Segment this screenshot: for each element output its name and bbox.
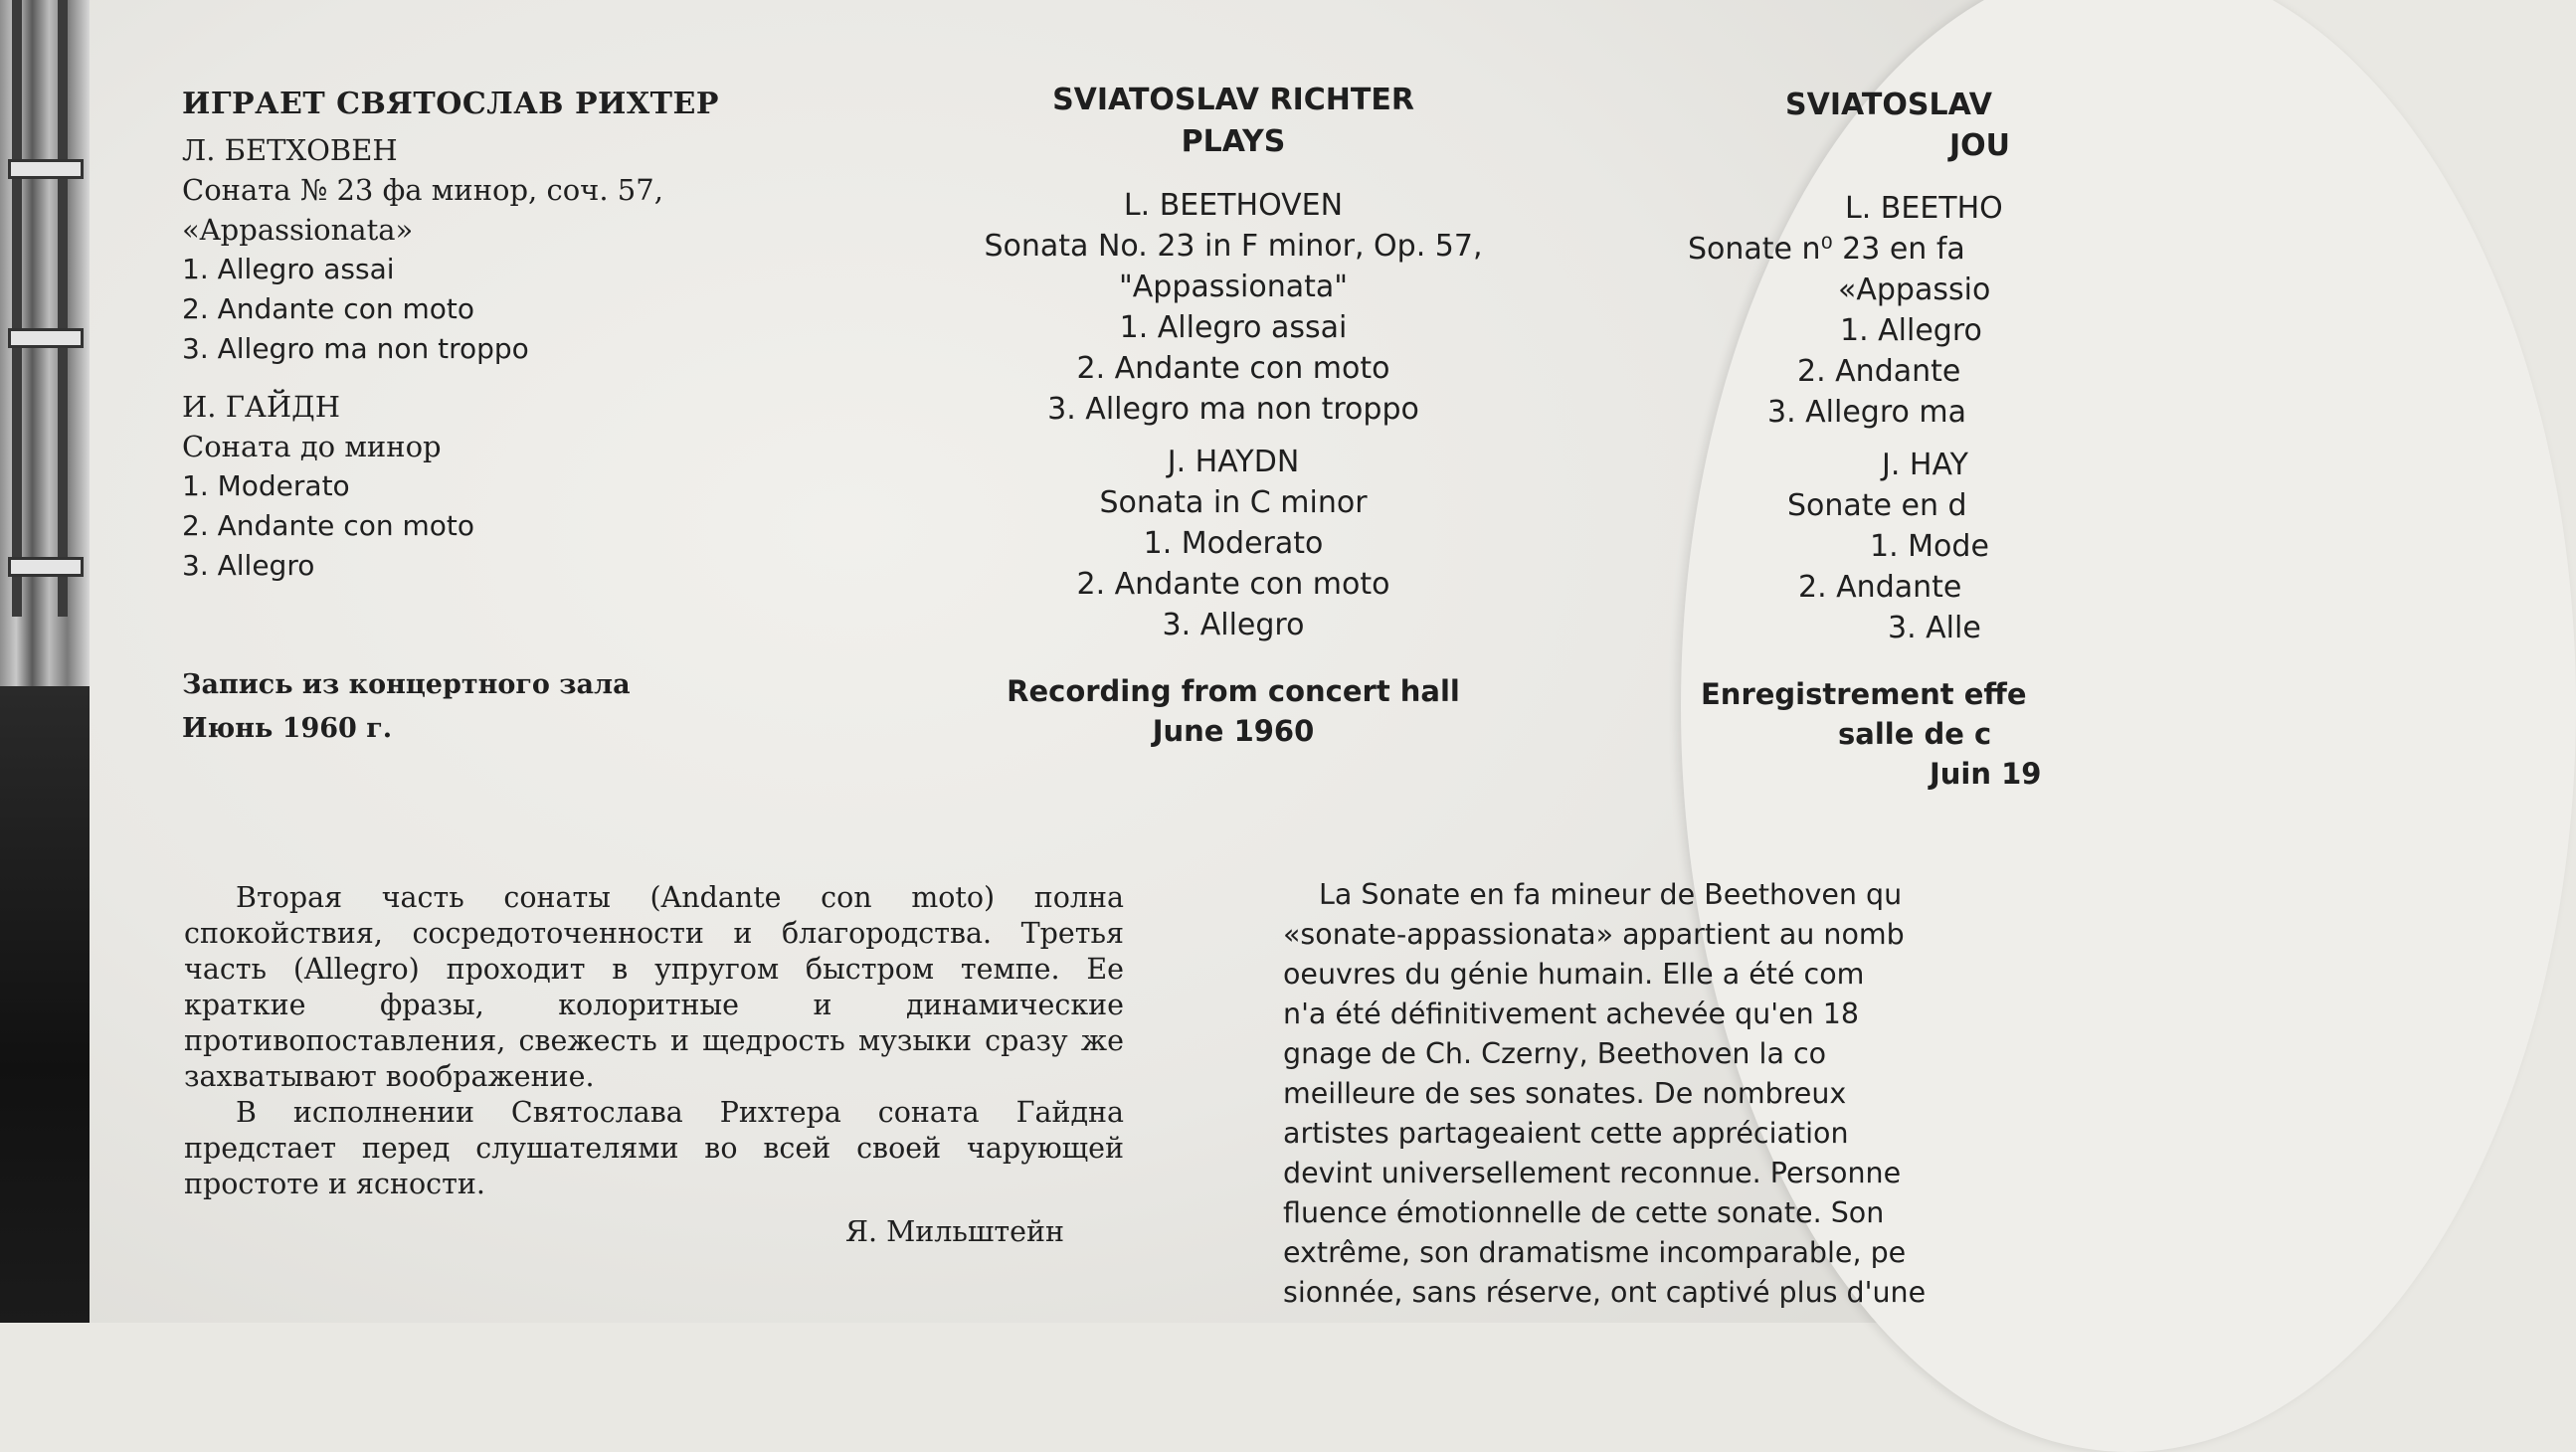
movement: 1. Allegro assai bbox=[182, 253, 395, 285]
french-beethoven-subtitle: «Appassio bbox=[1838, 272, 1991, 307]
french-paragraph-line: n'a été définitivement achevée qu'en 18 bbox=[1283, 998, 1860, 1030]
english-title-line2: PLAYS bbox=[1181, 124, 1286, 159]
english-haydn-work: Sonata in C minor bbox=[1099, 485, 1368, 520]
movement: 3. Alle bbox=[1888, 611, 1981, 645]
french-beethoven-composer: L. BEETHO bbox=[1845, 191, 2003, 226]
movement: 2. Andante bbox=[1797, 354, 1961, 389]
french-beethoven-work: Sonate n⁰ 23 en fa bbox=[1688, 232, 1965, 267]
movement: 1. Allegro assai bbox=[1119, 310, 1348, 345]
french-paragraph-line: sionnée, sans réserve, ont captivé plus d'une bbox=[1283, 1276, 1927, 1309]
english-haydn-block bbox=[895, 442, 1571, 645]
french-recording-line: salle de c bbox=[1838, 717, 1992, 751]
movement: 2. Andante con moto bbox=[182, 292, 474, 325]
russian-program bbox=[182, 85, 819, 751]
movement: 2. Andante con moto bbox=[182, 509, 474, 542]
french-paragraph-line: meilleure de ses sonates. De nombreux bbox=[1283, 1077, 1847, 1110]
movement: 1. Moderato bbox=[182, 469, 350, 502]
movement: 2. Andante con moto bbox=[1076, 567, 1390, 602]
french-paragraph-line: fluence émotionnelle de cette sonate. Son bbox=[1283, 1196, 1885, 1229]
russian-haydn-work: Соната до минор bbox=[182, 430, 442, 463]
french-recording-line: Enregistrement effe bbox=[1701, 677, 2027, 711]
movement: 1. Mode bbox=[1870, 529, 1989, 564]
english-recording-note bbox=[895, 671, 1571, 751]
movement: 3. Allegro ma non troppo bbox=[182, 332, 529, 365]
photo-rail bbox=[8, 159, 84, 179]
movement: 3. Allegro ma bbox=[1767, 395, 1967, 430]
photo-rail bbox=[8, 557, 84, 577]
french-haydn-work: Sonate en d bbox=[1787, 488, 1967, 523]
english-beethoven-subtitle: "Appassionata" bbox=[1118, 270, 1349, 304]
movement: 3. Allegro ma non troppo bbox=[1047, 392, 1419, 427]
russian-beethoven-block bbox=[182, 130, 819, 369]
russian-recording-note bbox=[182, 663, 819, 751]
photo-post bbox=[58, 0, 68, 617]
russian-title: ИГРАЕТ СВЯТОСЛАВ РИХТЕР bbox=[182, 87, 719, 121]
french-paragraph-line: devint universellement reconnue. Personne bbox=[1283, 1157, 1902, 1189]
french-paragraph-line: oeuvres du génie humain. Elle a été com bbox=[1283, 958, 1865, 991]
movement: 3. Allegro bbox=[182, 549, 315, 582]
french-notes bbox=[1283, 875, 2039, 1313]
russian-beethoven-subtitle: «Appassionata» bbox=[182, 213, 414, 247]
english-haydn-composer: J. HAYDN bbox=[1167, 445, 1300, 479]
french-paragraph-line: artistes partageaient cette appréciation bbox=[1283, 1117, 1849, 1150]
english-beethoven-composer: L. BEETHOVEN bbox=[1123, 188, 1344, 223]
english-beethoven-block bbox=[895, 185, 1571, 430]
french-haydn-composer: J. HAY bbox=[1882, 448, 1968, 482]
french-paragraph-line: La Sonate en fa mineur de Beethoven qu bbox=[1319, 878, 1903, 911]
french-paragraph-line: gnage de Ch. Czerny, Beethoven la co bbox=[1283, 1037, 1827, 1070]
russian-beethoven-composer: Л. БЕТХОВЕН bbox=[182, 133, 398, 167]
french-recording-line: Juin 19 bbox=[1930, 757, 2042, 791]
english-program bbox=[895, 80, 1571, 751]
russian-haydn-composer: И. ГАЙДН bbox=[182, 390, 341, 424]
photo-shadow bbox=[0, 686, 90, 1323]
photo-edge bbox=[0, 0, 90, 1323]
russian-signature: Я. Мильштейн bbox=[844, 1215, 1064, 1248]
russian-paragraph: В исполнении Святослава Рихтера соната Гайдна предстает перед слушателями во всей своей чарующей простоте и ясности. bbox=[184, 1096, 1124, 1200]
russian-notes bbox=[184, 880, 1124, 1250]
movement: 2. Andante bbox=[1798, 570, 1962, 605]
movement: 2. Andante con moto bbox=[1076, 351, 1390, 386]
french-recording-note bbox=[1651, 674, 2042, 794]
movement: 3. Allegro bbox=[1162, 608, 1305, 642]
french-title-line2: JOU bbox=[1949, 128, 2011, 163]
english-beethoven-work: Sonata No. 23 in F minor, Op. 57, bbox=[984, 229, 1483, 264]
movement: 1. Moderato bbox=[1143, 526, 1324, 561]
russian-recording: Запись из концертного зала bbox=[182, 669, 631, 700]
photo-rail bbox=[8, 328, 84, 348]
french-haydn-block bbox=[1651, 445, 2029, 648]
movement: 1. Allegro bbox=[1840, 313, 1982, 348]
english-date: June 1960 bbox=[1152, 714, 1315, 748]
french-beethoven-block bbox=[1651, 188, 2029, 433]
russian-beethoven-work: Соната № 23 фа минор, соч. 57, bbox=[182, 173, 663, 207]
french-paragraph-line: «sonate-appassionata» appartient au nomb bbox=[1283, 918, 1905, 951]
russian-date: Июнь 1960 г. bbox=[182, 713, 393, 744]
french-paragraph-line: extrême, son dramatisme incomparable, pe bbox=[1283, 1236, 1907, 1269]
french-program bbox=[1651, 85, 2042, 794]
photo-post bbox=[12, 0, 22, 617]
english-title-line1: SVIATOSLAV RICHTER bbox=[1052, 83, 1414, 117]
russian-paragraph: Вторая часть сонаты (Andante con moto) полна спокойствия, сосредоточенности и благородства. Третья часть (Allegro) проходит в упругом быстром темпе. Ее краткие фразы, колоритные и динамические противопоставления, свежесть и щедрость музыки сразу же захватывают воображение. bbox=[184, 881, 1124, 1093]
english-recording: Recording from concert hall bbox=[1007, 674, 1460, 708]
russian-haydn-block bbox=[182, 387, 819, 586]
french-title-line1: SVIATOSLAV bbox=[1785, 88, 1992, 122]
